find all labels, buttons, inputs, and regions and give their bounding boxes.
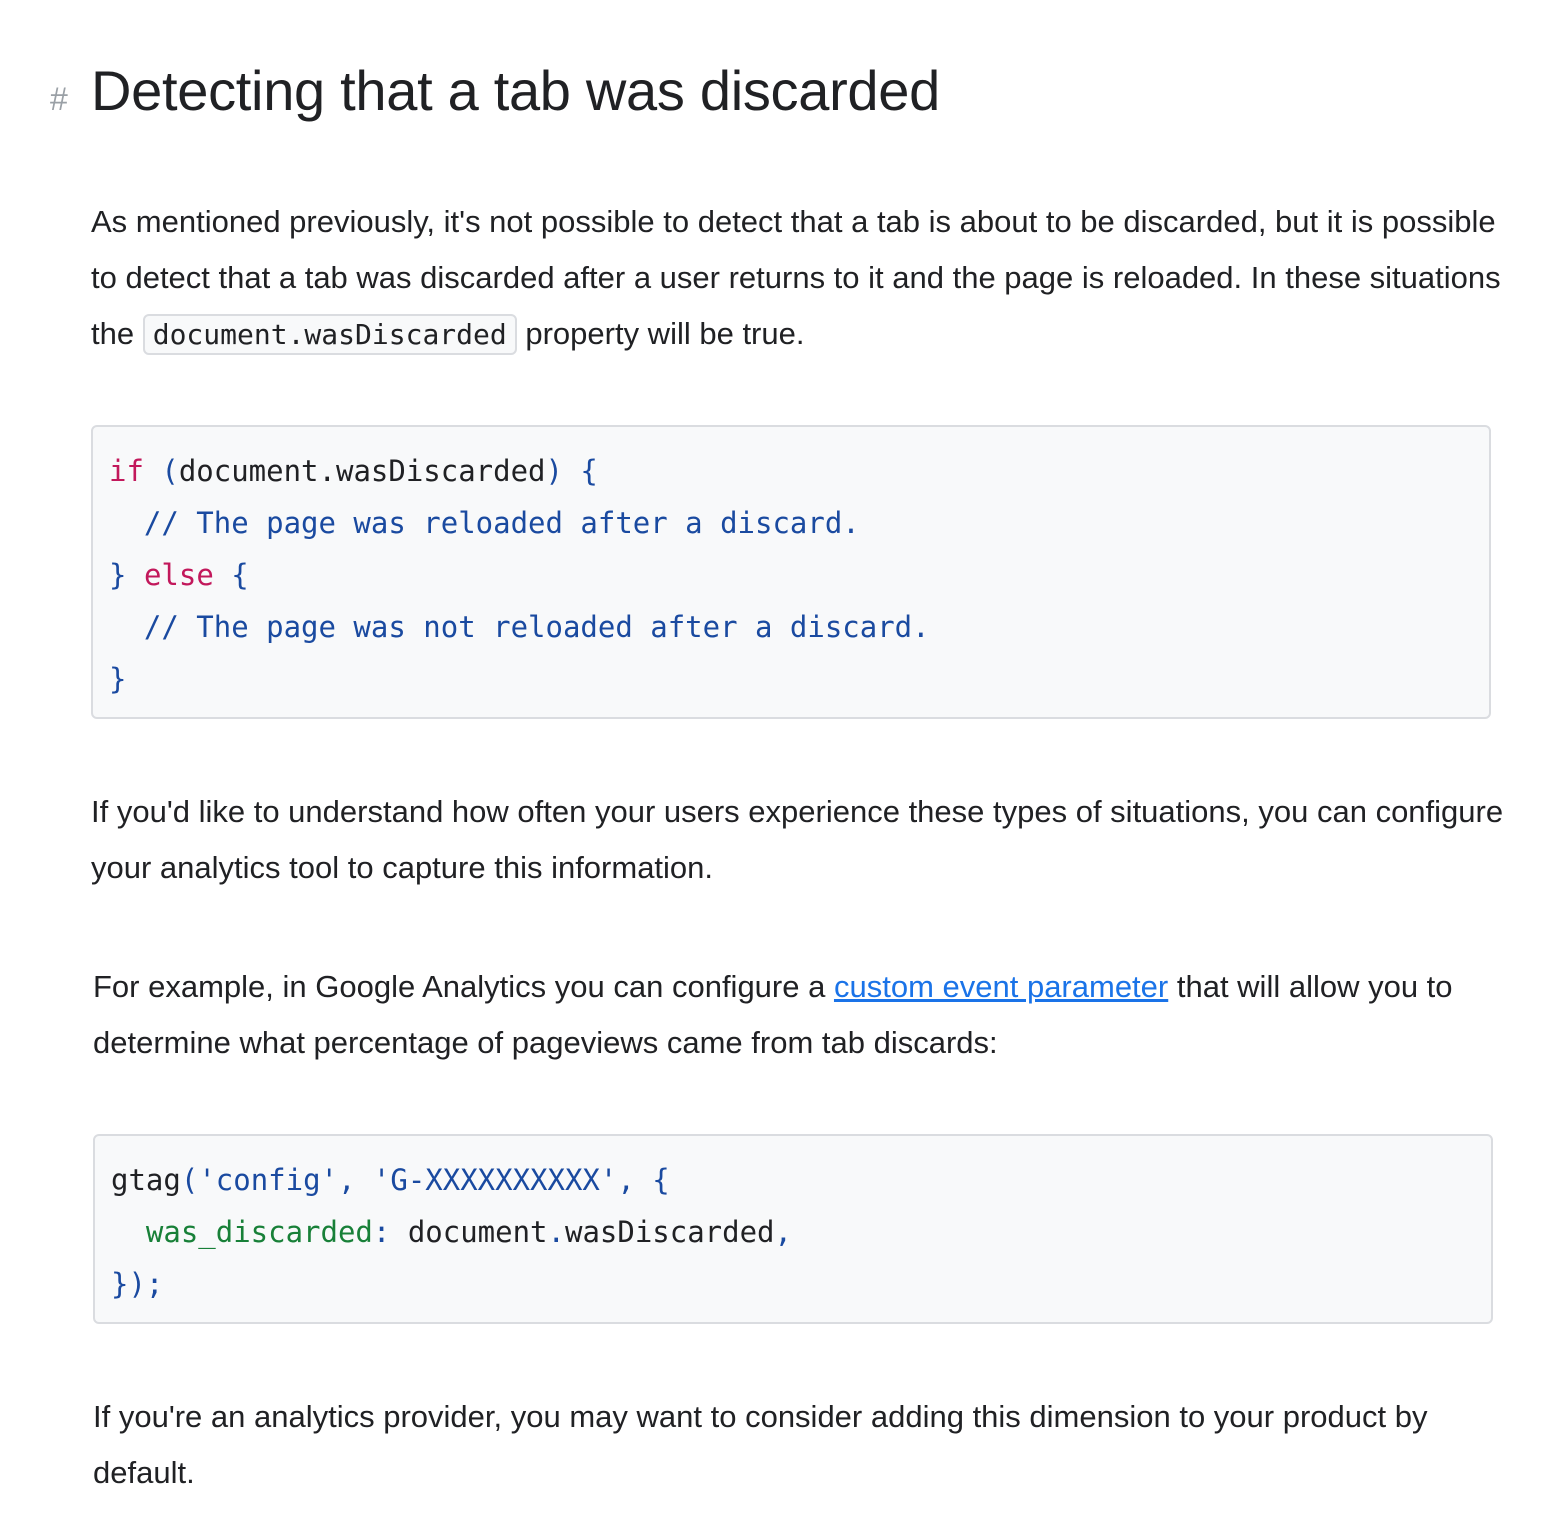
code-identifier: document <box>407 1215 548 1249</box>
code-punct: ( <box>180 1163 199 1197</box>
code-expression: document.wasDiscarded <box>178 454 546 488</box>
paragraph-text: property will be true. <box>516 316 805 351</box>
code-identifier: wasDiscarded <box>564 1215 775 1249</box>
code-punct: , <box>338 1163 373 1197</box>
code-indent <box>111 1215 146 1249</box>
code-property-key: was_discarded <box>145 1215 373 1249</box>
custom-event-parameter-link[interactable]: custom event parameter <box>833 969 1169 1004</box>
code-punct: ) { <box>545 454 598 488</box>
paragraph-text: For example, in Google Analytics you can configure a <box>93 969 834 1004</box>
code-string: 'G-XXXXXXXXXX' <box>372 1163 618 1197</box>
code-keyword: else <box>143 558 214 592</box>
code-punct: , <box>774 1215 792 1249</box>
code-keyword: if <box>109 454 144 488</box>
code-punct: }); <box>111 1267 164 1301</box>
paragraph-analytics: If you'd like to understand how often your users experience these types of situations, you can configure your analytics tool to capture this information. <box>91 794 1504 885</box>
code-punct: } <box>109 662 127 696</box>
code-punct: ( <box>143 454 179 488</box>
paragraph-provider: If you're an analytics provider, you may want to consider adding this dimension to your product by default. <box>93 1399 1428 1490</box>
code-comment: // The page was not reloaded after a discard. <box>109 610 930 644</box>
code-block-if-discarded <box>91 425 1491 719</box>
code-string: 'config' <box>198 1163 338 1197</box>
page-title: Detecting that a tab was discarded <box>91 59 940 122</box>
code-block-gtag <box>93 1134 1493 1324</box>
code-punct: : <box>372 1215 408 1249</box>
section-heading <box>50 58 940 123</box>
paragraph-text: As mentioned previously, it's not possible to detect that a tab is about to be discarded, but it is possible to detect that a tab was discarded after a user returns to it and the page is reloaded. In these situations the <box>91 204 1501 351</box>
paragraph-intro <box>91 194 1511 363</box>
code-punct: { <box>213 558 249 592</box>
heading-anchor-link[interactable]: # <box>50 81 68 117</box>
code-comment: // The page was reloaded after a discard. <box>109 506 860 540</box>
inline-code-was-discarded: document.wasDiscarded <box>143 314 517 355</box>
code-function: gtag <box>111 1163 181 1197</box>
paragraph-example <box>93 959 1513 1071</box>
code-punct: } <box>109 558 127 592</box>
code-punct: . <box>547 1215 565 1249</box>
code-punct: , { <box>617 1163 670 1197</box>
paragraph-text: that will allow you to determine what percentage of pageviews came from tab discards: <box>93 969 1453 1060</box>
